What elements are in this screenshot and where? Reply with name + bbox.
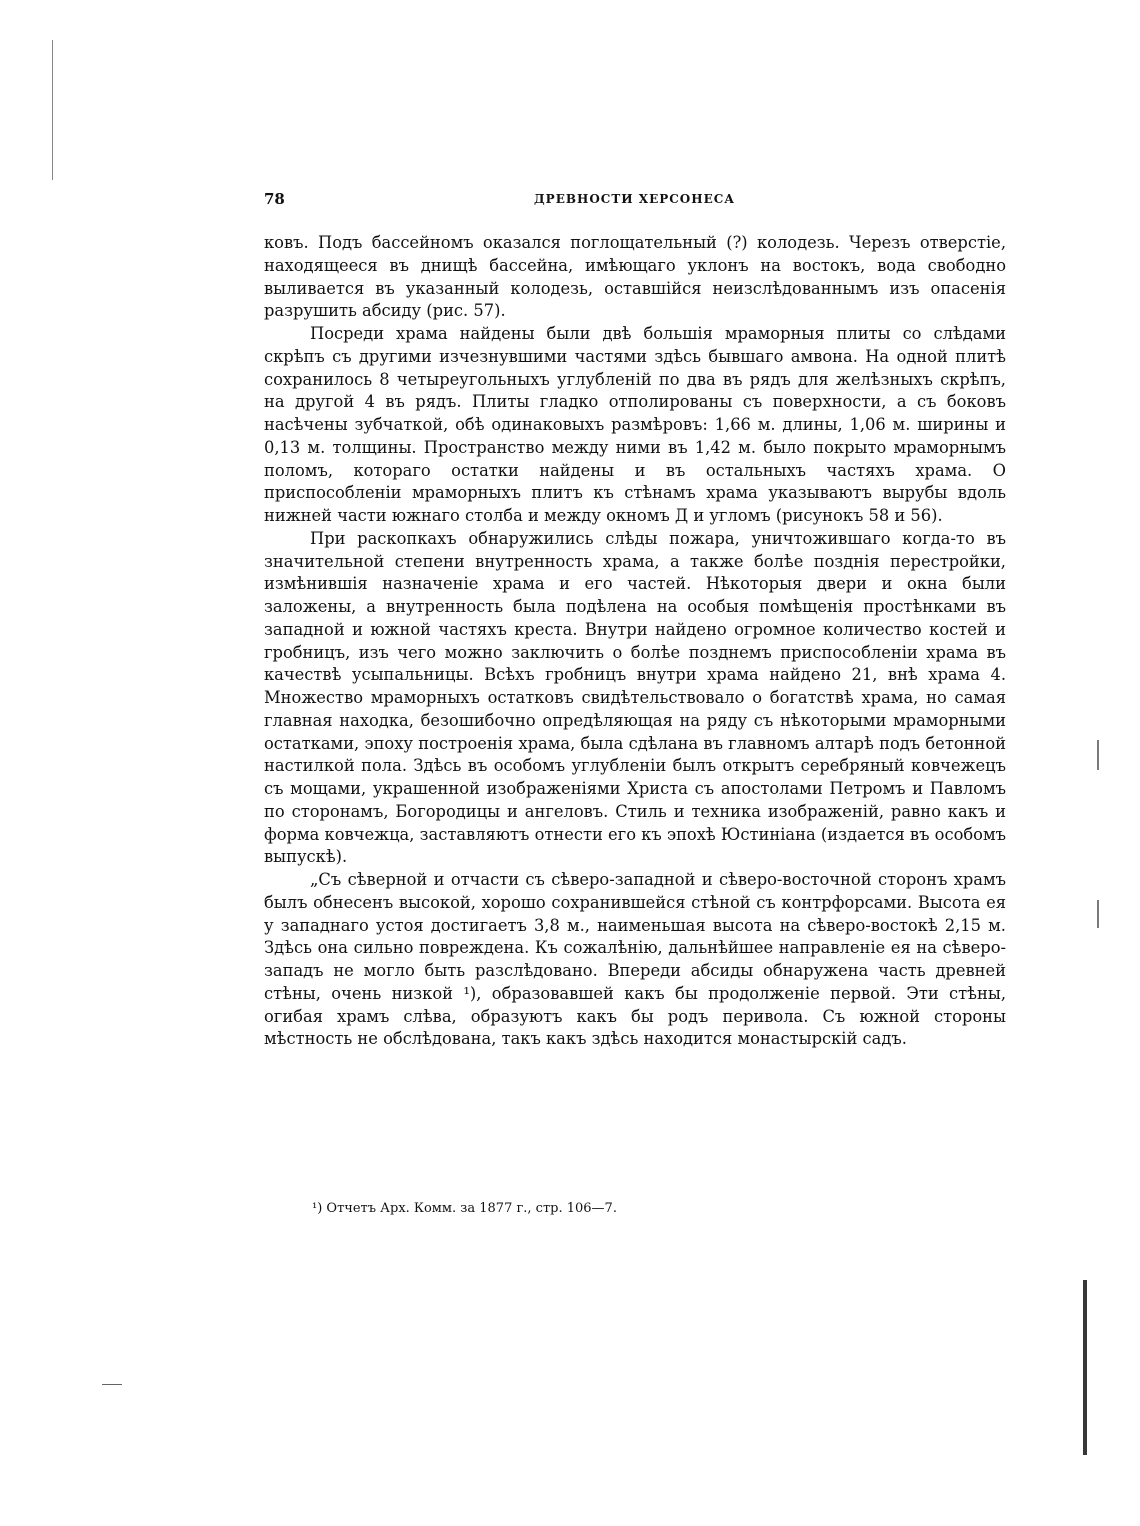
scan-mark-right-edge (1083, 1280, 1087, 1455)
paragraph: При раскопкахъ обнаружились слѣды пожара, уничтожившаго когда-то въ значительной степени внутренность храма, а также болѣе позднія перестройки, измѣнившія назначеніе храма и его частей. Нѣкоторыя двери и окна были заложены, а внутренность была подѣлена на особыя помѣщенія простѣнками въ западной и южной частяхъ креста. Внутри найдено огромное количество костей и гробницъ, изъ чего можно заключить о болѣе позднемъ приспособленіи храма въ качествѣ усыпальницы. Всѣхъ гробницъ внутри храма найдено 21, внѣ храма 4. Множество мраморныхъ остатковъ свидѣтельствовало о богатствѣ храма, но самая главная находка, безошибочно опредѣляющая на ряду съ нѣкоторыми мраморными остатками, эпоху построенія храма, была сдѣлана въ главномъ алтарѣ подъ бетонной настилкой пола. Здѣсь въ особомъ углубленіи былъ открытъ серебряный ковчежецъ съ мощами, украшенной изображеніями Христа съ апостолами Петромъ и Павломъ по сторонамъ, Богородицы и ангеловъ. Стиль и техника изображеній, равно какъ и форма ковчежца, заставляютъ отнести его къ эпохѣ Юстиніана (издается въ особомъ выпускѣ). (264, 528, 1006, 867)
page-number: 78 (264, 190, 285, 208)
scan-mark-right-thin-2 (1097, 900, 1099, 928)
paragraph: „Съ сѣверной и отчасти съ сѣверо-западной и сѣверо-восточной сторонъ храмъ былъ обнесенъ высокой, хорошо сохранившейся стѣной съ контрфорсами. Высота ея у западнаго устоя достигаетъ 3,8 м., наименьшая высота на сѣверо-востокѣ 2,15 м. Здѣсь она сильно повреждена. Къ сожалѣнію, дальнѣйшее направленіе ея на сѣверо-западъ не могло быть разслѣдовано. Впереди абсиды обнаружена часть древней стѣны, очень низкой ¹), образовавшей какъ бы продолженіе первой. Эти стѣны, огибая храмъ слѣва, образуютъ какъ бы родъ перивола. Съ южной стороны мѣстность не обслѣдована, такъ какъ здѣсь находится монастырскій садъ. (264, 870, 1006, 1049)
scan-mark-left-top (52, 40, 53, 180)
body-text (264, 232, 1006, 1051)
scan-mark-left-dash (102, 1384, 122, 1385)
scan-mark-right-thin-1 (1097, 740, 1099, 770)
paragraph: ковъ. Подъ бассейномъ оказался поглощательный (?) колодезь. Черезъ отверстіе, находящееся въ днищѣ бассейна, имѣющаго уклонъ на востокъ, вода свободно выливается въ указанный колодезь, оставшійся неизслѣдованнымъ изъ опасенія разрушить абсиду (рис. 57). (264, 233, 1006, 321)
footnote: ¹) Отчетъ Арх. Комм. за 1877 г., стр. 106—7. (312, 1201, 617, 1216)
running-title: ДРЕВНОСТИ ХЕРСОНЕСА (534, 192, 736, 206)
page-header (264, 188, 1008, 212)
paragraph: Посреди храма найдены были двѣ большія мраморныя плиты со слѣдами скрѣпъ съ другими изчезнувшими частями здѣсь бывшаго амвона. На одной плитѣ сохранилось 8 четыреугольныхъ углубленій по два въ рядъ для желѣзныхъ скрѣпъ, на другой 4 въ рядъ. Плиты гладко отполированы съ поверхности, а съ боковъ насѣчены зубчаткой, обѣ одинаковыхъ размѣровъ: 1,66 м. длины, 1,06 м. ширины и 0,13 м. толщины. Пространство между ними въ 1,42 м. было покрыто мраморнымъ поломъ, котораго остатки найдены и въ остальныхъ частяхъ храма. О приспособленіи мраморныхъ плитъ къ стѣнамъ храма указываютъ вырубы вдоль нижней части южнаго столба и между окномъ Д и угломъ (рисунокъ 58 и 56). (264, 324, 1006, 525)
